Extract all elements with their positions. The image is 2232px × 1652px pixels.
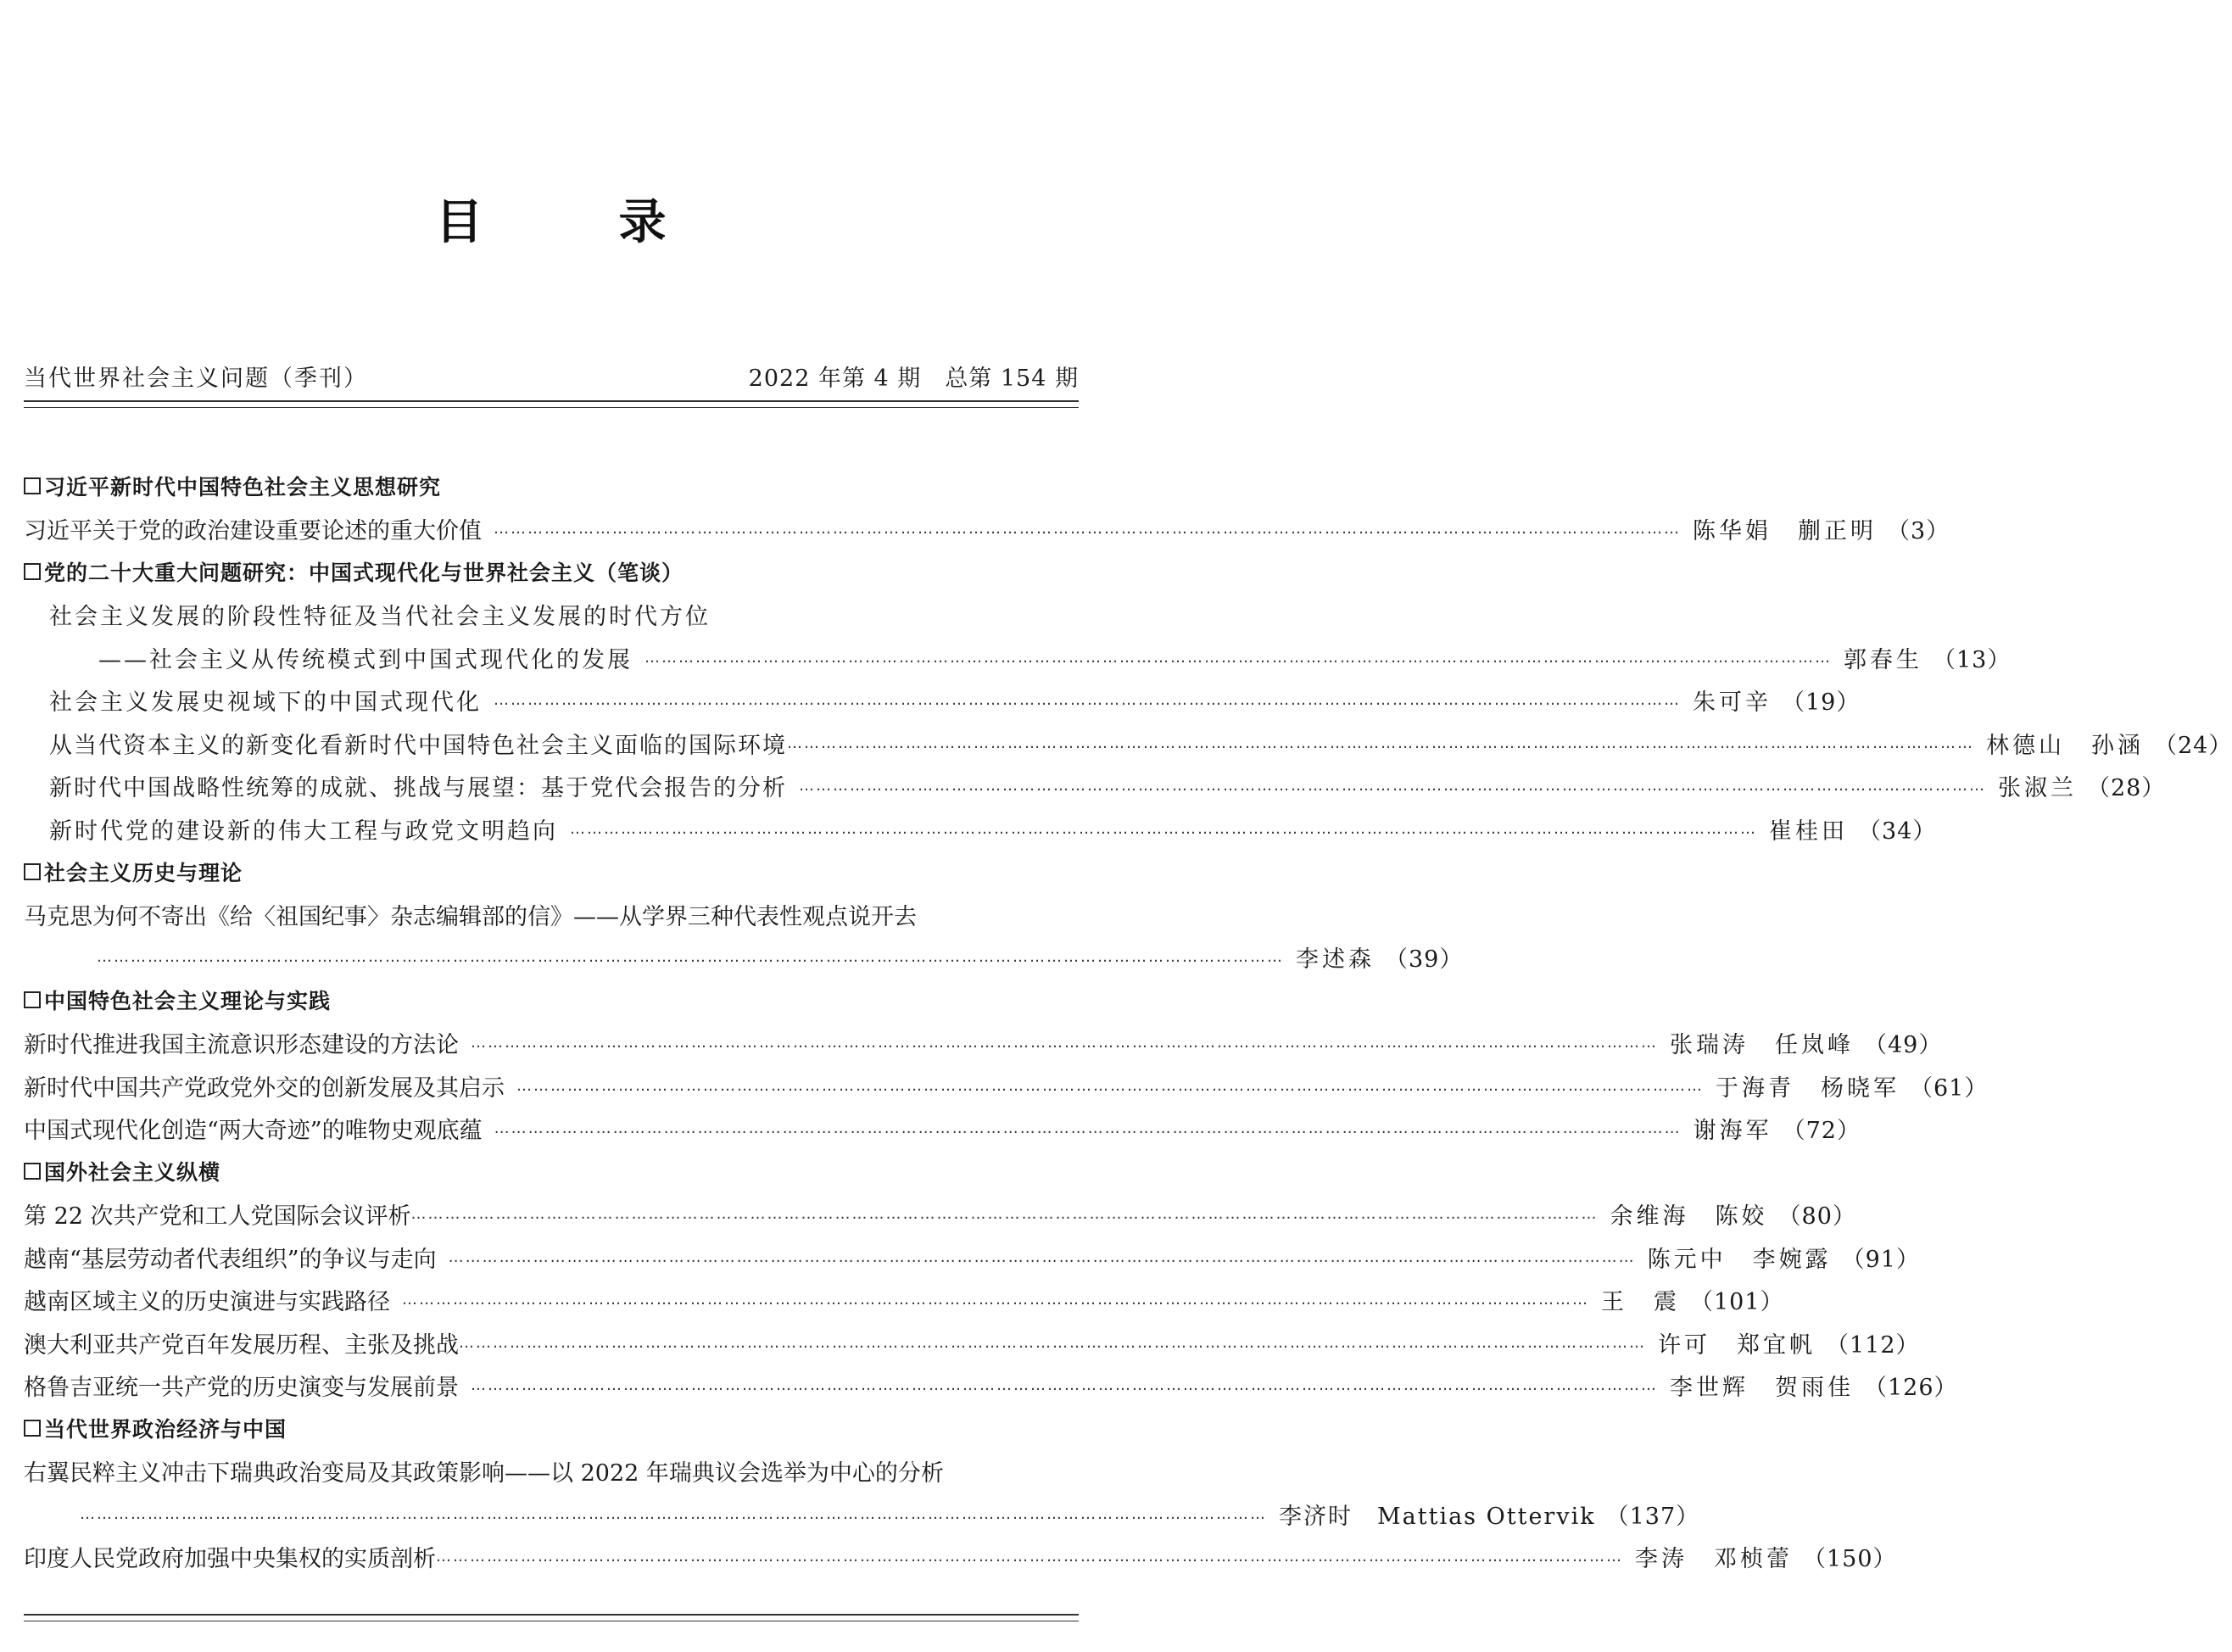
entry-page: （101） <box>1690 1289 1784 1316</box>
section-heading[interactable]: 党的二十大重大问题研究：中国式现代化与世界社会主义（笔谈） <box>24 550 1079 594</box>
toc-entry-continuation[interactable] <box>24 936 1464 979</box>
dot-leader: ………………………………………………………………………………………………………………………………………………………………………………………… <box>494 520 1681 539</box>
toc-entry[interactable] <box>24 508 1950 551</box>
entry-author: 陈元中 李婉露 <box>1647 1246 1832 1273</box>
toc-entry-continuation[interactable] <box>24 1493 1700 1536</box>
entry-author: 于海青 杨晓军 <box>1716 1074 1900 1102</box>
entry-title: 习近平关于党的政治建设重要论述的重大价值 <box>24 518 482 545</box>
entry-author: 李世辉 贺雨佳 <box>1670 1375 1854 1402</box>
entry-title: 新时代党的建设新的伟大工程与政党文明趋向 <box>49 818 558 845</box>
entry-author: 谢海军 <box>1693 1118 1772 1145</box>
entry-title: 社会主义发展的阶段性特征及当代社会主义发展的时代方位 <box>49 604 711 631</box>
entry-title: 第 22 次共产党和工人党国际会议评析 <box>24 1203 411 1231</box>
dot-leader: ………………………………………………………………………………………………………………………………………………………………………………………… <box>471 1034 1658 1052</box>
entry-author: 张瑞涛 任岚峰 <box>1670 1032 1854 1059</box>
section-heading[interactable]: 社会主义历史与理论 <box>24 851 1079 894</box>
dot-leader: ………………………………………………………………………………………………………………………………………………………………………………………… <box>494 1119 1682 1138</box>
table-of-contents <box>24 465 2232 1578</box>
entry-page: （3） <box>1887 518 1950 545</box>
toc-entry[interactable] <box>24 679 1861 723</box>
entry-author: 朱可辛 <box>1693 689 1772 717</box>
toc-entry[interactable] <box>24 1450 1079 1493</box>
entry-author: 李济时 Mattias Ottervik <box>1279 1503 1596 1530</box>
entry-author: 郭春生 <box>1844 646 1922 673</box>
toc-entry[interactable] <box>24 1064 1989 1108</box>
toc-entry[interactable] <box>24 1279 1784 1322</box>
section-heading[interactable]: 当代世界政治经济与中国 <box>24 1407 1079 1450</box>
toc-entry[interactable] <box>24 1321 1920 1365</box>
entry-author: 王 震 <box>1601 1289 1680 1316</box>
checkbox-square-icon <box>24 477 41 494</box>
entry-page: （61） <box>1910 1074 1989 1102</box>
entry-page: （112） <box>1826 1331 1920 1359</box>
entry-author: 李涛 邓桢蕾 <box>1635 1546 1793 1573</box>
checkbox-square-icon <box>24 1420 41 1437</box>
entry-title: 格鲁吉亚统一共产党的历史演变与发展前景 <box>24 1375 459 1402</box>
journal-header <box>24 354 1079 397</box>
dot-leader: ………………………………………………………………………………………………………………………………………………………………………………………… <box>787 734 1974 752</box>
entry-page: （91） <box>1841 1246 1920 1273</box>
entry-page: （28） <box>2087 775 2166 802</box>
toc-entry[interactable] <box>24 1022 1943 1065</box>
checkbox-square-icon <box>24 1163 41 1180</box>
checkbox-square-icon <box>24 563 41 580</box>
entry-subtitle: ——社会主义从传统模式到中国式现代化的发展 <box>98 646 633 673</box>
entry-page: （13） <box>1933 646 2012 673</box>
title-char-2: 录 <box>618 195 667 250</box>
toc-entry[interactable] <box>24 722 2232 765</box>
toc-entry[interactable] <box>24 1236 1920 1279</box>
dot-leader: ………………………………………………………………………………………………………………………………………………………………………………………… <box>799 777 1986 795</box>
entry-title: 越南“基层劳动者代表组织”的争议与走向 <box>24 1246 437 1273</box>
dot-leader: ………………………………………………………………………………………………………………………………………………………………………………………… <box>97 948 1284 967</box>
checkbox-square-icon <box>24 863 41 880</box>
toc-entry[interactable] <box>24 1365 1958 1408</box>
dot-leader: ………………………………………………………………………………………………………………………………………………………………………………………… <box>570 819 1757 838</box>
toc-entry[interactable] <box>24 1193 1856 1236</box>
entry-title: 澳大利亚共产党百年发展历程、主张及挑战 <box>24 1331 459 1359</box>
title-char-1: 目 <box>435 195 483 250</box>
entry-page: （34） <box>1858 818 1937 845</box>
dot-leader: ………………………………………………………………………………………………………………………………………………………………………………………… <box>448 1247 1636 1266</box>
dot-leader: ………………………………………………………………………………………………………………………………………………………………………………………… <box>516 1076 1704 1095</box>
checkbox-square-icon <box>24 991 41 1008</box>
entry-author: 张淑兰 <box>1998 775 2077 802</box>
entry-title: 右翼民粹主义冲击下瑞典政治变局及其政策影响——以 2022 年瑞典议会选举为中心的分析 <box>24 1460 944 1487</box>
dot-leader: ………………………………………………………………………………………………………………………………………………………………………………………… <box>80 1504 1267 1523</box>
journal-name: 当代世界社会主义问题（季刊） <box>24 365 368 392</box>
entry-author: 许可 郑宜帆 <box>1658 1331 1816 1359</box>
section-heading[interactable]: 习近平新时代中国特色社会主义思想研究 <box>24 465 1079 508</box>
toc-entry[interactable] <box>24 807 1937 851</box>
entry-page: （126） <box>1864 1375 1958 1402</box>
dot-leader: ………………………………………………………………………………………………………………………………………………………………………………………… <box>402 1291 1589 1309</box>
toc-entry[interactable] <box>24 893 1079 936</box>
entry-title: 越南区域主义的历史演进与实践路径 <box>24 1289 390 1316</box>
dot-leader: ………………………………………………………………………………………………………………………………………………………………………………………… <box>471 1376 1658 1395</box>
entry-page: （19） <box>1782 689 1861 717</box>
entry-page: （72） <box>1782 1118 1861 1145</box>
footer-divider <box>24 1614 1079 1621</box>
dot-leader: ………………………………………………………………………………………………………………………………………………………………………………………… <box>410 1205 1599 1224</box>
dot-leader: ………………………………………………………………………………………………………………………………………………………………………………………… <box>494 691 1681 710</box>
entry-page: （39） <box>1385 946 1464 974</box>
toc-entry[interactable] <box>24 765 2166 808</box>
entry-title: 从当代资本主义的新变化看新时代中国特色社会主义面临的国际环境 <box>49 732 787 759</box>
entry-author: 陈华娟 蒯正明 <box>1693 518 1877 545</box>
entry-page: （137） <box>1605 1503 1700 1530</box>
toc-entry[interactable] <box>24 1108 1861 1151</box>
issue-number: 2022 年第 4 期 总第 154 期 <box>748 365 1079 392</box>
toc-entry[interactable] <box>24 636 2012 679</box>
section-heading[interactable]: 中国特色社会主义理论与实践 <box>24 979 1079 1022</box>
entry-author: 余维海 陈姣 <box>1610 1203 1768 1231</box>
entry-title: 印度人民党政府加强中央集权的实质剖析 <box>24 1546 436 1573</box>
toc-entry[interactable] <box>24 594 1079 637</box>
dot-leader: ………………………………………………………………………………………………………………………………………………………………………………………… <box>644 648 1832 667</box>
entry-page: （49） <box>1864 1032 1943 1059</box>
page-title <box>0 188 1102 249</box>
entry-author: 林德山 孙涵 <box>1986 732 2144 759</box>
entry-title: 新时代中国共产党政党外交的创新发展及其启示 <box>24 1074 505 1102</box>
entry-page: （150） <box>1803 1546 1897 1573</box>
entry-title: 中国式现代化创造“两大奇迹”的唯物史观底蕴 <box>24 1118 483 1145</box>
dot-leader: ………………………………………………………………………………………………………………………………………………………………………………………… <box>459 1333 1646 1352</box>
entry-author: 李述森 <box>1296 946 1375 974</box>
section-heading[interactable]: 国外社会主义纵横 <box>24 1150 1079 1193</box>
entry-title: 社会主义发展史视域下的中国式现代化 <box>49 689 482 717</box>
entry-title: 新时代中国战略性统筹的成就、挑战与展望：基于党代会报告的分析 <box>49 775 787 802</box>
dot-leader: ………………………………………………………………………………………………………………………………………………………………………………………… <box>436 1548 1623 1566</box>
header-divider <box>24 400 1079 408</box>
entry-title: 马克思为何不寄出《给〈祖国纪事〉杂志编辑部的信》——从学界三种代表性观点说开去 <box>24 903 917 930</box>
entry-page: （24） <box>2154 732 2232 759</box>
entry-page: （80） <box>1777 1203 1856 1231</box>
entry-author: 崔桂田 <box>1769 818 1848 845</box>
entry-title: 新时代推进我国主流意识形态建设的方法论 <box>24 1032 459 1059</box>
toc-entry[interactable] <box>24 1536 1897 1579</box>
